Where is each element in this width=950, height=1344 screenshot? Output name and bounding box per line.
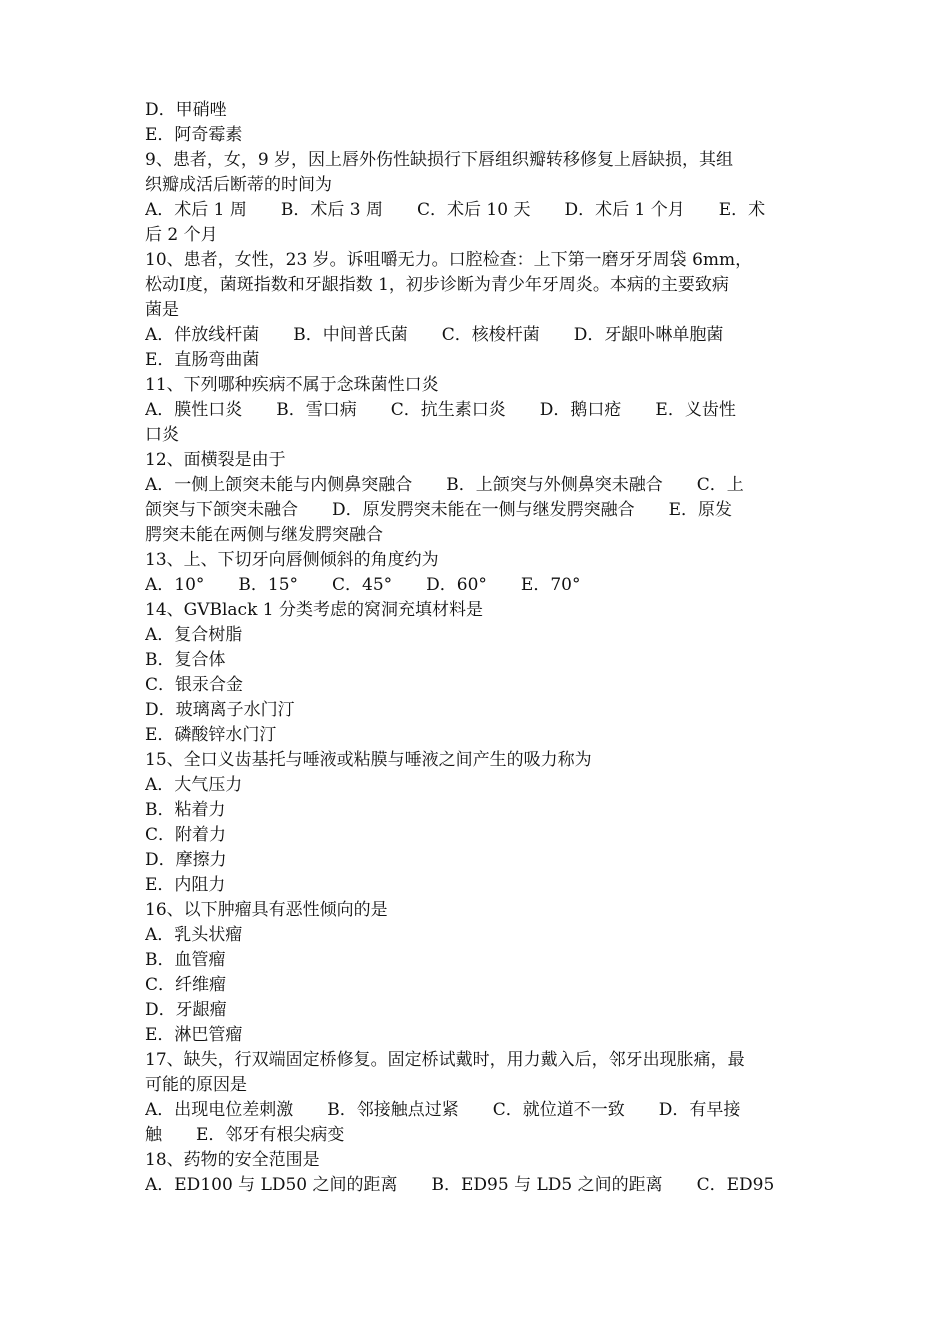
text-line: E．直肠弯曲菌 [145,350,260,370]
text-line: A．伴放线杆菌 B．中间普氏菌 C．核梭杆菌 D．牙龈卟啉单胞菌 [145,325,724,345]
text-line: D．甲硝唑 [145,100,227,120]
text-line: C．纤维瘤 [145,975,227,995]
text-line: 松动Ⅰ度，菌斑指数和牙龈指数 1，初步诊断为青少年牙周炎。本病的主要致病 [145,275,729,295]
text-line: C．银汞合金 [145,675,244,695]
text-line: A．一侧上颌突未能与内侧鼻突融合 B．上颌突与外侧鼻突未融合 C．上 [145,475,744,495]
text-line: 15、全口义齿基托与唾液或粘膜与唾液之间产生的吸力称为 [145,750,592,770]
text-line: 腭突未能在两侧与继发腭突融合 [145,525,383,545]
text-line: B．血管瘤 [145,950,226,970]
text-line: 9、患者，女，9 岁，因上唇外伤性缺损行下唇组织瓣转移修复上唇缺损，其组 [145,150,734,170]
text-line: 11、下列哪种疾病不属于念珠菌性口炎 [145,375,439,395]
text-line: 可能的原因是 [145,1075,247,1095]
text-line: 触 E．邻牙有根尖病变 [145,1125,345,1145]
text-line: A．10° B．15° C．45° D．60° E．70° [145,575,581,595]
text-line: 18、药物的安全范围是 [145,1150,320,1170]
text-line: 13、上、下切牙向唇侧倾斜的角度约为 [145,550,439,570]
text-line: 菌是 [145,300,179,320]
text-line: 12、面横裂是由于 [145,450,286,470]
text-line: 14、GVBlack 1 分类考虑的窝洞充填材料是 [145,600,483,620]
text-line: 口炎 [145,425,179,445]
text-line: 16、以下肿瘤具有恶性倾向的是 [145,900,388,920]
text-line: E．淋巴管瘤 [145,1025,243,1045]
text-line: D．玻璃离子水门汀 [145,700,295,720]
text-line: B．粘着力 [145,800,226,820]
document-page [145,98,813,1198]
text-line: D．摩擦力 [145,850,227,870]
text-line: A．复合树脂 [145,625,243,645]
text-line: E．阿奇霉素 [145,125,243,145]
text-line: A．术后 1 周 B．术后 3 周 C．术后 10 天 D．术后 1 个月 E．术 [145,200,766,220]
text-line: C．附着力 [145,825,227,845]
text-line: 颌突与下颌突未融合 D．原发腭突未能在一侧与继发腭突融合 E．原发 [145,500,733,520]
text-line: A．乳头状瘤 [145,925,243,945]
text-line: A．膜性口炎 B．雪口病 C．抗生素口炎 D．鹅口疮 E．义齿性 [145,400,736,420]
text-line: A．出现电位差刺激 B．邻接触点过紧 C．就位道不一致 D．有早接 [145,1100,741,1120]
text-line: 织瓣成活后断蒂的时间为 [145,175,332,195]
text-line: E．内阻力 [145,875,226,895]
text-line: A．ED100 与 LD50 之间的距离 B．ED95 与 LD5 之间的距离 C．ED95 [145,1175,775,1195]
text-line: 17、缺失，行双端固定桥修复。固定桥试戴时，用力戴入后，邻牙出现胀痛，最 [145,1050,745,1070]
text-line: A．大气压力 [145,775,243,795]
text-line: 后 2 个月 [145,225,218,245]
text-line: D．牙龈瘤 [145,1000,227,1020]
text-line: B．复合体 [145,650,226,670]
text-line: E．磷酸锌水门汀 [145,725,277,745]
text-line: 10、患者，女性，23 岁。诉咀嚼无力。口腔检查：上下第一磨牙牙周袋 6mm， [145,250,753,270]
